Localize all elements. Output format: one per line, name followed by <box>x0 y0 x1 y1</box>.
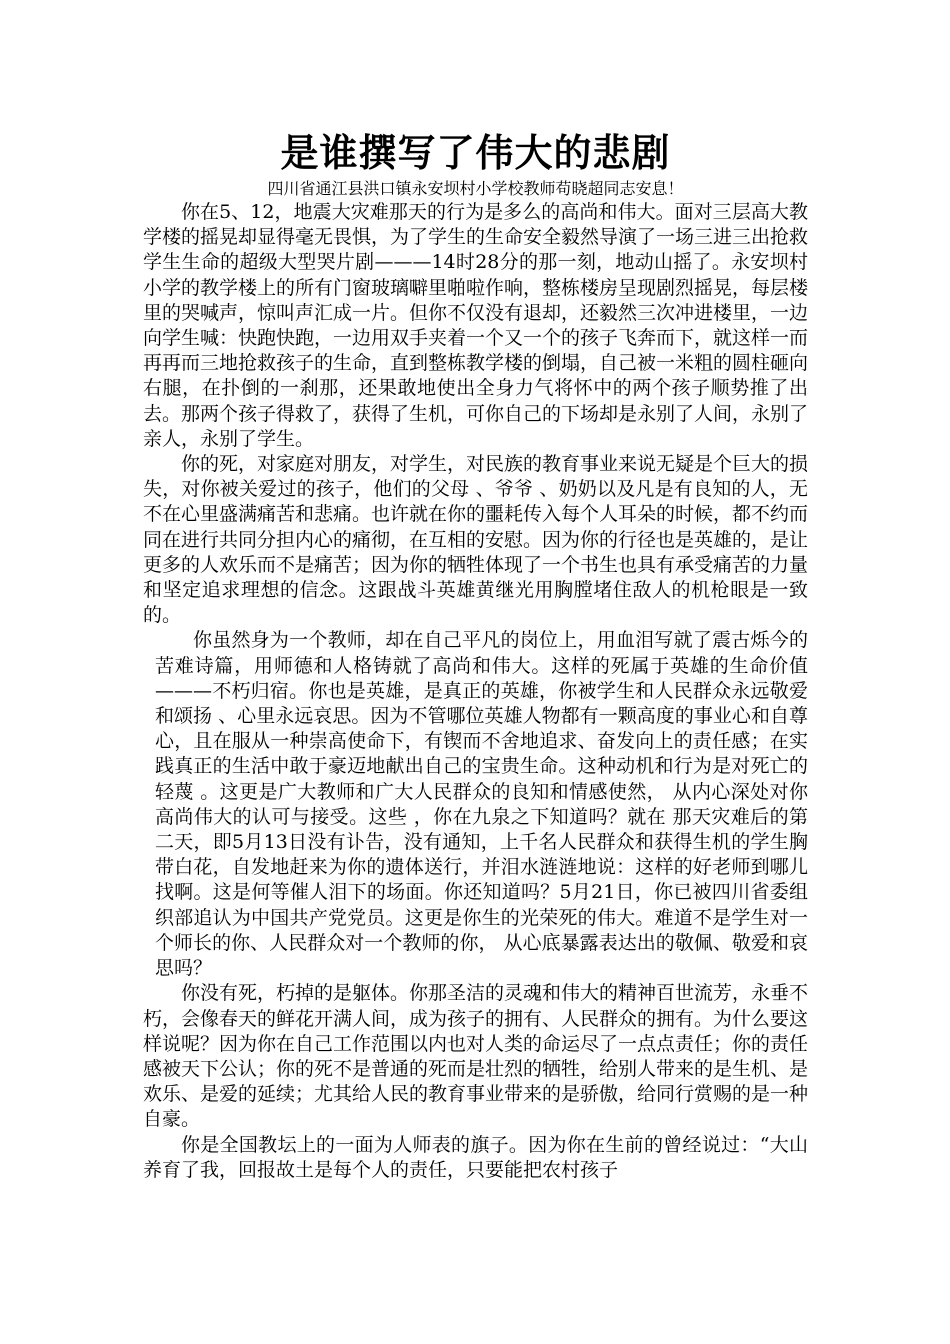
paragraph-hero: 你虽然身为一个教师，却在自己平凡的岗位上，用血泪写就了震古烁今的苦难诗篇，用师德和人格铸就了高尚和伟大。这样的死属于英雄的生命价值———不朽归宿。你也是英雄，是真正的英雄，你被学生和人民群众永远敬爱和颂扬 、心里永远哀思。因为不管哪位英雄人物都有一颗高度的事业心和自尊心，且在服从一种崇高使命下，有锲而不舍地追求、奋发向上的责任感；在实践真正的生活中敢于豪迈地献出自己的宝贵生命。这种动机和行为是对死亡的轻蔑 。这更是广大教师和广大人民群众的良知和情感使然， 从内心深处对你高尚伟大的认可与接受。这些 ，你在九泉之下知道吗？就在 那天灾难后的第二天，即5月13日没有讣告，没有通知，上千名人民群众和获得生机的学生胸带白花，自发地赶来为你的遗体送行，并泪水涟涟地说：这样的好老师到哪儿找啊。这是何等催人泪下的场面。你还知道吗？5月21日，你已被四川省委组织部追认为中国共产党党员。这更是你生的光荣死的伟大。难道不是学生对一个师长的你、人民群众对一个教师的你， 从心底暴露表达出的敬佩、敬爱和哀思吗？ <box>155 629 808 980</box>
paragraph-immortal: 你没有死，朽掉的是躯体。你那圣洁的灵魂和伟大的精神百世流芳，永垂不朽，会像春天的鲜花开满人间，成为孩子的拥有、人民群众的拥有。为什么要这样说呢？因为你在自己工作范围以内也对人类的命运尽了一点点责任；你的责任感被天下公认；你的死不是普通的死而是壮烈的牺牲，给别人带来的是生机、是欢乐、是爱的延续；尤其给人民的教育事业带来的是骄傲，给同行赏赐的是一种自豪。 <box>143 982 809 1131</box>
paragraph-flag: 你是全国教坛上的一面为人师表的旗子。因为你在生前的曾经说过：“大山养育了我，回报故土是每个人的责任，只要能把农村孩子 <box>143 1133 808 1181</box>
paragraph-loss: 你的死，对家庭对朋友，对学生，对民族的教育事业来说无疑是个巨大的损失，对你被关爱过的孩子，他们的父母 、爷爷 、奶奶以及凡是有良知的人，无不在心里盛满痛苦和悲痛。也许就在你的噩耗传入每个人耳朵的时候，都不约而同在进行共同分担内心的痛彻，在互相的安慰。因为你的行径也是英雄的，是让更多的人欢乐而不是痛苦；因为你的牺牲体现了一个书生也具有承受痛苦的力量和坚定追求理想的信念。这跟战斗英雄黄继光用胸膛堵住敌人的机枪眼是一致的。 <box>143 453 809 627</box>
document-subtitle: 四川省通江县洪口镇永安坝村小学校教师苟晓超同志安息！ <box>267 179 684 198</box>
document-page <box>143 128 808 1183</box>
paragraph-rescue: 你在5、12，地震大灾难那天的行为是多么的高尚和伟大。面对三层高大教学楼的摇晃却显得毫无畏惧，为了学生的生命安全毅然导演了一场三进三出抢救学生生命的超级大型哭片剧———14时28分的那一刻，地动山摇了。永安坝村小学的教学楼上的所有门窗玻璃噼里啪啦作响，整栋楼房呈现剧烈摇晃，每层楼里的哭喊声，惊叫声汇成一片。但你不仅没有退却，还毅然三次冲进楼里，一边向学生喊：快跑快跑，一边用双手夹着一个又一个的孩子飞奔而下，就这样一而 再再而三地抢救孩子的生命，直到整栋教学楼的倒塌，自己被一米粗的圆柱砸向右腿，在扑倒的一刹那，还果敢地使出全身力气将怀中的两个孩子顺势推了出去。那两个孩子得救了，获得了生机，可你自己的下场却是永别了人间，永别了亲人，永别了学生。 <box>143 201 809 450</box>
document-title: 是谁撰写了伟大的悲剧 <box>280 130 671 175</box>
